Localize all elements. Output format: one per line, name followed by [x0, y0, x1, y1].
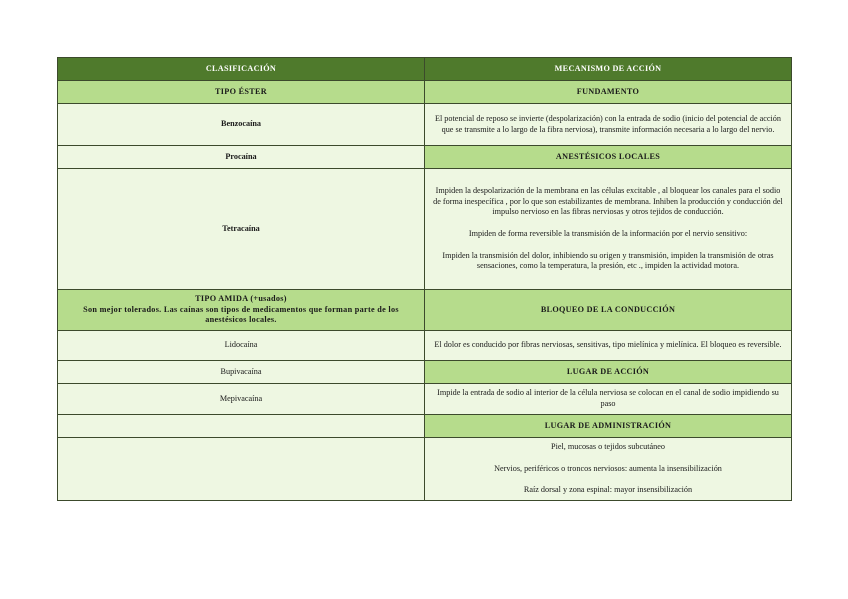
tipo-ester-cell: TIPO ÉSTER — [58, 81, 425, 104]
lugar-accion-text-cell: Impide la entrada de sodio al interior de la célula nerviosa se colocan en el canal de sodio impidiendo su paso — [425, 384, 792, 415]
empty-cell — [58, 438, 425, 501]
administracion-text-cell — [425, 438, 792, 501]
administracion-item-1: Piel, mucosas o tejidos subcutáneo — [551, 442, 665, 451]
table-row — [58, 81, 792, 104]
table-row — [58, 415, 792, 438]
table-row — [58, 104, 792, 146]
table-row — [58, 384, 792, 415]
tetracaina-cell: Tetracaína — [58, 169, 425, 290]
tipo-amida-title: TIPO AMIDA (+usados) — [195, 293, 287, 303]
header-clasificacion: CLASIFICACIÓN — [58, 58, 425, 81]
anestesicos-locales-cell: ANESTÉSICOS LOCALES — [425, 146, 792, 169]
bloqueo-text-cell: El dolor es conducido por fibras nerviosas, sensitivas, tipo mielínica y mielínica. El bloqueo es reversible. — [425, 331, 792, 361]
table-row — [58, 169, 792, 290]
table-row — [58, 146, 792, 169]
table-row — [58, 331, 792, 361]
empty-cell — [58, 415, 425, 438]
benzocaina-cell: Benzocaína — [58, 104, 425, 146]
tipo-amida-description: Son mejor tolerados. Las caínas son tipos de medicamentos que forman parte de los anestésicos locales. — [83, 304, 399, 325]
lugar-administracion-cell: LUGAR DE ADMINISTRACIÓN — [425, 415, 792, 438]
fundamento-cell: FUNDAMENTO — [425, 81, 792, 104]
fundamento-text-cell: El potencial de reposo se invierte (despolarización) con la entrada de sodio (inicio del potencial de acción que se transmite a lo largo de la fibra nerviosa), transmite información necesaria a lo largo del nervio. — [425, 104, 792, 146]
table-header-row — [58, 58, 792, 81]
lidocaina-cell: Lidocaína — [58, 331, 425, 361]
mepivacaina-cell: Mepivacaína — [58, 384, 425, 415]
header-mecanismo: MECANISMO DE ACCIÓN — [425, 58, 792, 81]
bupivacaina-cell: Bupivacaína — [58, 361, 425, 384]
tipo-amida-cell — [58, 290, 425, 331]
table-row — [58, 438, 792, 501]
table-row — [58, 361, 792, 384]
anestesicos-text-cell — [425, 169, 792, 290]
anestesicos-paragraph-3: Impiden la transmisión del dolor, inhibiendo su origen y transmisión, impiden la transmisión de otras sensaciones, como la temperatura, la presión, etc ., impiden la actividad motora. — [442, 250, 774, 271]
administracion-item-3: Raíz dorsal y zona espinal: mayor insensibilización — [523, 485, 693, 495]
table-row — [58, 290, 792, 331]
anestesicos-paragraph-1: Impiden la despolarización de la membrana en las células excitable , al bloquear los canales para el sodio de forma inespecífica , por lo que son estabilizantes de membrana. Inhiben la producción y conducción del impulso nervioso en las fibras nerviosas y otros tejidos de conducción. — [433, 185, 783, 217]
lugar-accion-cell: LUGAR DE ACCIÓN — [425, 361, 792, 384]
anesthetics-table — [57, 57, 792, 501]
anestesicos-paragraph-2: Impiden de forma reversible la transmisión de la información por el nervio sensitivo: — [468, 229, 748, 238]
bloqueo-conduccion-cell: BLOQUEO DE LA CONDUCCIÓN — [425, 290, 792, 331]
administracion-item-2: Nervios, periféricos o troncos nerviosos: aumenta la insensibilización — [494, 463, 722, 473]
procaina-cell: Procaína — [58, 146, 425, 169]
